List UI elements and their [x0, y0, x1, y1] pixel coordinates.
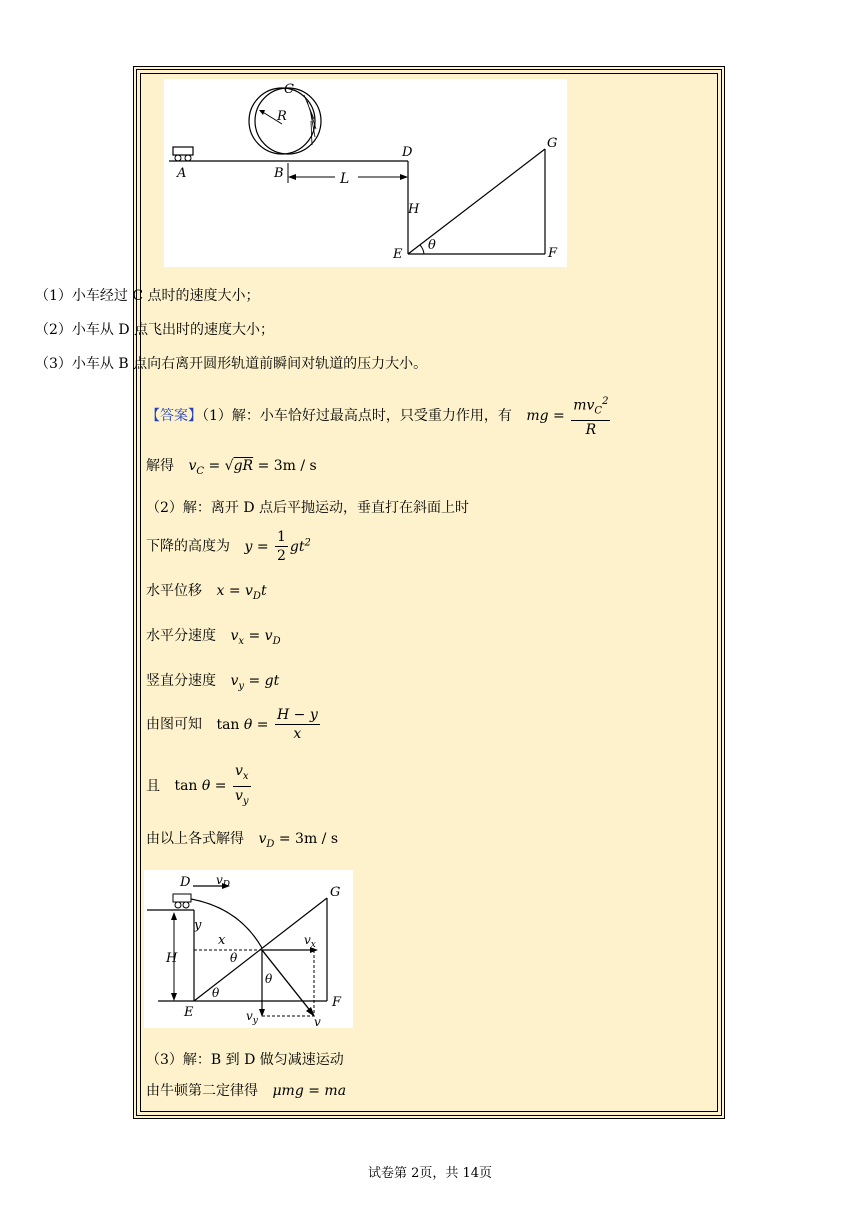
equation-vd: $v_D = 3m / s$	[258, 831, 339, 850]
equation-newton: μmg = ma	[272, 1083, 347, 1099]
fig2-label-v: v	[314, 1015, 321, 1028]
fig2-label-x: x	[218, 933, 226, 948]
answer-tag: 【答案】	[146, 408, 202, 425]
fig2-label-H: H	[166, 951, 178, 966]
equation-vx: $v_x = v_D$	[230, 628, 281, 647]
figure-track-diagram	[164, 79, 567, 267]
answer-solve: 由以上各式解得 $v_D = 3m / s$	[146, 831, 339, 850]
fig2-label-G: G	[330, 885, 341, 900]
answer-and: 且 tan θ = $\frac{v_x}{v_y}$	[146, 762, 253, 811]
answer-part1	[146, 393, 612, 439]
label-theta: θ	[428, 238, 436, 253]
fig2-label-F: F	[332, 995, 342, 1010]
answer-p2-intro: （2）解：离开 D 点后平抛运动，垂直打在斜面上时	[146, 500, 470, 516]
question-1: （1）小车经过 C 点时的速度大小；	[35, 288, 260, 304]
answer-vvel: 竖直分速度 $v_y$ = gt	[146, 673, 280, 692]
answer-hvel: 水平分速度 $v_x = v_D$	[146, 628, 281, 647]
equation-mg: mg = $\frac{mv_C^2}{R}$	[526, 408, 612, 424]
answer-p1-intro: （1）解：小车恰好过最高点时，只受重力作用，有	[202, 408, 512, 425]
equation-x: $x = v_Dt$	[216, 583, 267, 602]
fig2-label-vy: $v_y$	[246, 1009, 258, 1026]
question-2: （2）小车从 D 点飞出时的速度大小；	[35, 322, 275, 338]
fig2-label-theta1: θ	[230, 951, 238, 965]
answer-p1-result: 解得 $v_C = √gR = 3m / s$	[146, 458, 317, 477]
answer-p3-intro: （3）解：B 到 D 做匀减速运动	[146, 1052, 344, 1068]
label-H: H	[408, 202, 420, 217]
answer-hdisp: 水平位移 $x = v_Dt$	[146, 583, 267, 602]
track-diagram-svg	[164, 79, 567, 267]
equation-tan1: tan θ = $\frac{H - y}{x}$	[216, 707, 318, 742]
label-R: R	[277, 109, 287, 124]
label-G: G	[547, 136, 558, 151]
label-B: B	[274, 166, 284, 181]
answer-fig-relation: 由图可知 tan θ = $\frac{H - y}{x}$	[146, 706, 322, 743]
label-C: C	[284, 82, 294, 97]
fig2-label-E: E	[184, 1005, 194, 1020]
page-footer: 试卷第 2页，共 14页	[367, 1166, 493, 1181]
fig2-label-vx: $v_x$	[304, 933, 316, 950]
fig2-label-theta2: θ	[265, 972, 273, 986]
figure-projectile-diagram	[144, 870, 353, 1028]
answer-drop: 下降的高度为 y = $\frac{1}{2}$ $gt^2$	[146, 529, 311, 564]
label-E: E	[393, 247, 403, 262]
fig2-label-D: D	[180, 875, 191, 890]
fig2-label-y: y	[194, 918, 202, 933]
equation-y: y = $\frac{1}{2}$ $gt^2$	[244, 529, 311, 564]
question-3: （3）小车从 B 点向右离开圆形轨道前瞬间对轨道的压力大小。	[35, 356, 428, 372]
label-D: D	[402, 145, 413, 160]
label-L: L	[340, 171, 350, 187]
answer-newton: 由牛顿第二定律得 μmg = ma	[146, 1083, 347, 1099]
label-A: A	[177, 166, 187, 181]
projectile-diagram-svg	[144, 870, 353, 1028]
equation-vy: $v_y$ = gt	[230, 673, 280, 692]
equation-vc: $v_C = √gR = 3m / s$	[188, 458, 317, 477]
fig2-label-vD: $v_D$	[216, 873, 230, 890]
fig2-label-theta3: θ	[212, 986, 220, 1000]
label-F: F	[548, 246, 558, 261]
equation-tan2: tan θ = $\frac{v_x}{v_y}$	[174, 763, 249, 807]
